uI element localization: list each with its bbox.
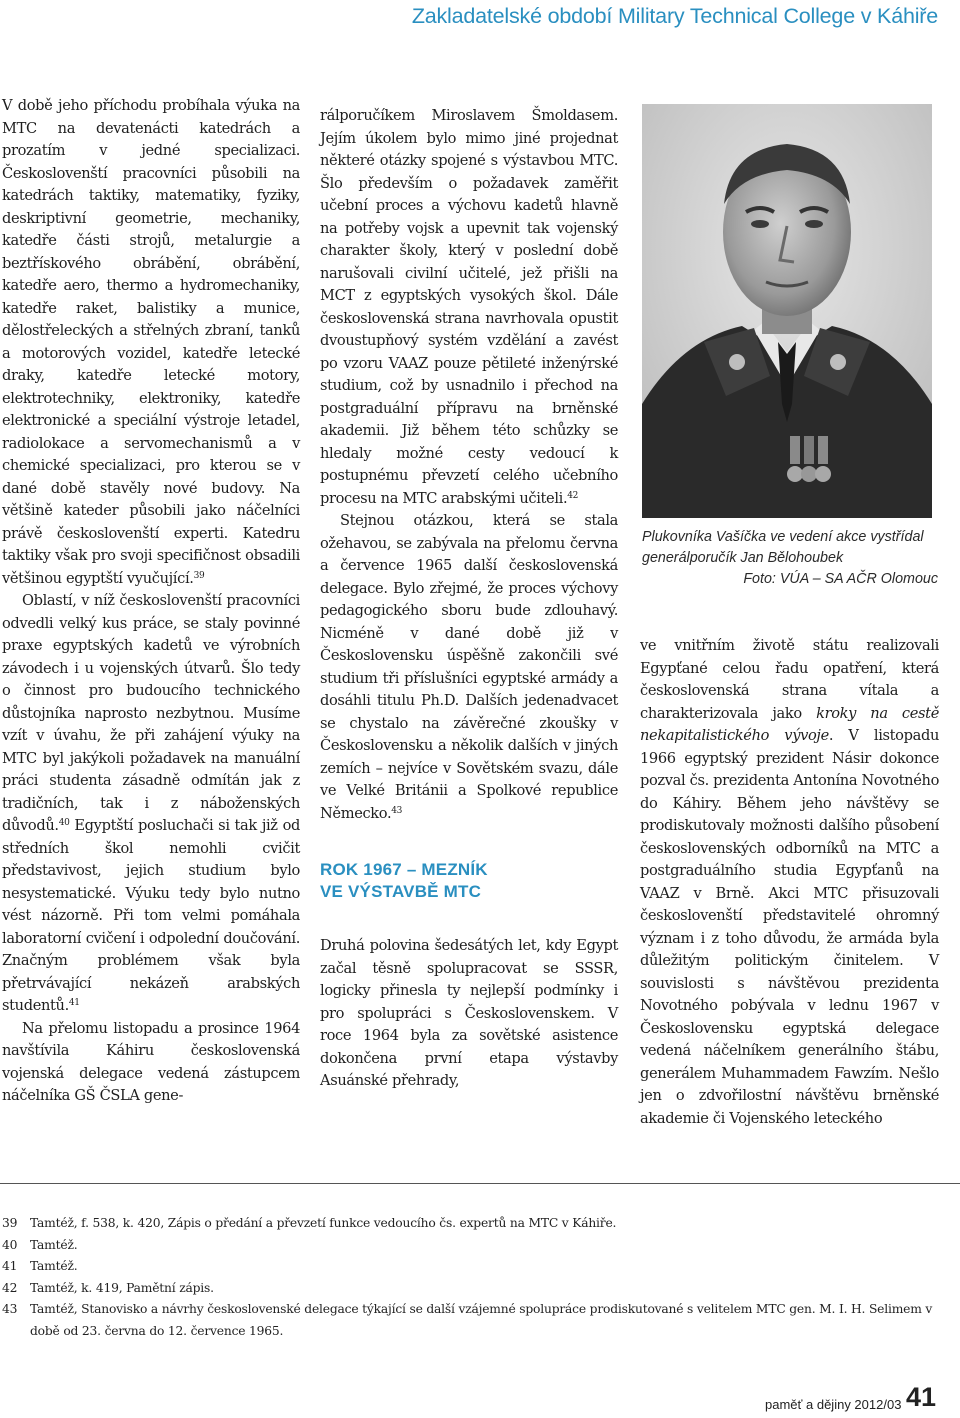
footnote-divider bbox=[0, 1183, 960, 1184]
footnote-ref[interactable]: 42 bbox=[567, 490, 579, 501]
footnote-ref[interactable]: 41 bbox=[68, 998, 80, 1008]
paragraph: Druhá polovina šedesátých let, kdy Egypt začal těsně spolupracovat se SSSR, logicky přinesla ty nejlepší podmínky i pro spolupráci s Československem. V roce 1964 byla za sovětské asistence dokončena první etapa výstavby Asuánské přehrady, bbox=[320, 937, 618, 1089]
footnote-ref[interactable]: 40 bbox=[58, 818, 70, 828]
running-header-title: Zakladatelské období Military Technical College v Káhiře bbox=[411, 4, 938, 28]
page-number: 41 bbox=[906, 1382, 937, 1412]
footnote: 42 Tamtéž, k. 419, Pamětní zápis. bbox=[2, 1280, 214, 1295]
paragraph: Stejnou otázkou, která se stala ožehavou, se zabývala na přelomu června a července 1965 další československá delegace. Bylo zřejmé, že proces výchovy pedagogického sboru bude zdlouhavý. Nicméně v dané době již v Československu úspěšně zakončili své studium tři příslušníci egyptské armády a dosáhli titulu Ph.D. Dalších jedenadvacet se chystalo na závěrečné zkoušky v Československu a několik dalších v jiných zemích – nejvíce v Sovětském svazu, dále ve Velké Británii a Spolkové republice Německo.$^{43}$ bbox=[320, 512, 618, 822]
text-column-1 bbox=[2, 95, 300, 1108]
caption-line: Plukovníka Vašíčka ve vedení akce vystřídal bbox=[642, 529, 924, 545]
footnote: 40 Tamtéž. bbox=[2, 1237, 78, 1252]
footnote: 43 Tamtéž, Stanovisko a návrhy československé delegace týkající se další vzájemné spolupráce prodiskutované s velitelem MTC gen. M. I. H. Selimem v době od 23. června do 12. července 1965. bbox=[2, 1302, 933, 1338]
paragraph: V době jeho příchodu probíhala výuka na MTC na devatenácti katedrách a prozatím v jedné specializaci. Českoslovenští pracovníci působili na katedrách taktiky, matematiky, fyziky, deskriptivní geometrie, mechaniky, katedře části strojů, metalurgie a beztřískového obrábění, obrábění, katedře aero, thermo a hydromechaniky, katedře raket, balistiky a munice, dělostřeleckých a střelných zbraní, tanků a motorových vozidel, katedře letecké draky, katedře letecké motory, elektrotechniky, elektroniky, katedře elektronické a speciální výstroje letadel, radiolokace a servomechanismů a v chemické specializaci, pro kterou se v dané době stavěly nové budovy. Na většině kateder působili jako náčelníci právě českoslovenští experti. Katedru taktiky však pro svoji specifičnost obsadili většinou egyptští vyučující.$^{39}$ bbox=[2, 97, 300, 587]
footnote-ref[interactable]: 39 bbox=[193, 570, 205, 581]
paragraph: rálporučíkem Miroslavem Šmoldasem. Jejím úkolem bylo mimo jiné projednat některé otázky spojené s výstavbou MTC. Šlo především o požadavek zaměřit učební proces a výchovu kadetů hlavně na potřeby vojsk a upevnit tak vojenský charakter školy, který v poslední době narušovali civilní učitelé, jež přišli na MCT z egyptských vysokých škol. Dále československá strana navrhovala opustit dvoustupňový systém vzdělání a zavést po vzoru VAAZ pouze pětileté inženýrské studium, což by usnadnilo i přechod na postgraduální přípravu na brněnské akademii. Již během této schůzky se hledaly možné cesty vedoucí k postupnému převzetí celého učebního procesu na MTC arabskými učiteli.$^{42}$ bbox=[320, 107, 618, 507]
caption-line: generálporučík Jan Bělohoubek bbox=[642, 550, 844, 566]
journal-name: paměť a dějiny 2012/03 bbox=[765, 1397, 902, 1412]
footnote: 39 Tamtéž, f. 538, k. 420, Zápis o předání a převzetí funkce vedoucího čs. expertů na MTC v Káhiře. bbox=[2, 1216, 617, 1230]
footnote-ref[interactable]: 43 bbox=[391, 805, 403, 816]
paragraph: Oblastí, v níž českoslovenští pracovníci odvedli velký kus práce, se staly povinné praxe egyptských kadetů ve výrobních závodech i u vojenských útvarů. Šlo tedy o činnost pro budoucího technického důstojníka naprosto nezbytnou. Musíme vzít v úvahu, že při zahájení výuky na MTC byl jakýkoli požadavek na manuální práci studenta zásadně odmítán jak z tradičních, tak i z náboženských důvodů.$^{40}$ Egyptští posluchači si tak již od středních škol nemohli cvičit představivost, jejich studium bylo nesystematické. Výuku tedy bylo nutno vést názorně. Při tom velmi pomáhala laboratorní cvičení i odpolední doučování. Značným problémem však byla přetrvávající nekázeň arabských studentů.$^{41}$ bbox=[2, 592, 300, 1014]
photo-caption bbox=[642, 527, 938, 590]
photo-credit: Foto: VÚA – SA AČR Olomouc bbox=[743, 571, 938, 587]
portrait-image bbox=[642, 104, 932, 518]
paragraph: Na přelomu listopadu a prosince 1964 navštívila Káhiru československá vojenská delegace vedená zástupcem náčelníka GŠ ČSLA gene- bbox=[2, 1019, 300, 1104]
emphasis-text: kroky na cestě nekapitalistického vývoje bbox=[640, 704, 939, 744]
portrait-photo bbox=[642, 104, 932, 518]
text-column-2 bbox=[320, 105, 618, 1093]
section-heading: ROK 1967 – MEZNÍK VE VÝSTAVBĚ MTC bbox=[320, 860, 488, 901]
text-column-3 bbox=[640, 635, 939, 1130]
footnote: 41 Tamtéž. bbox=[2, 1259, 78, 1273]
footnotes bbox=[2, 1213, 947, 1342]
paragraph: ve vnitřním životě státu realizovali Egypťané celou řadu opatření, která československá strana vítala a charakterizovala jako kroky na cestě nekapitalistického vývoje. V listopadu 1966 egyptský prezident Násir dokonce pozval čs. prezidenta Antonína Novotného do Káhiry. Během jeho návštěvy se prodiskutovaly možnosti dalšího působení československých odborníků na MTC a postgraduálního studia Egypťanů na VAAZ v Brně. Akci MTC přisuzovali českoslovenští představitelé ohromný význam i z toho důvodu, že armáda byla důležitým politickým činitelem. V souvislosti s návštěvou prezidenta Novotného pobývala v lednu 1967 v Československu egyptská delegace vedená náčelníkem generálního štábu, generálem Muhammadem Fawzím. Nešlo jen o zdvořilostní návštěvu brněnské akademie či Vojenského leteckého bbox=[640, 637, 939, 1127]
